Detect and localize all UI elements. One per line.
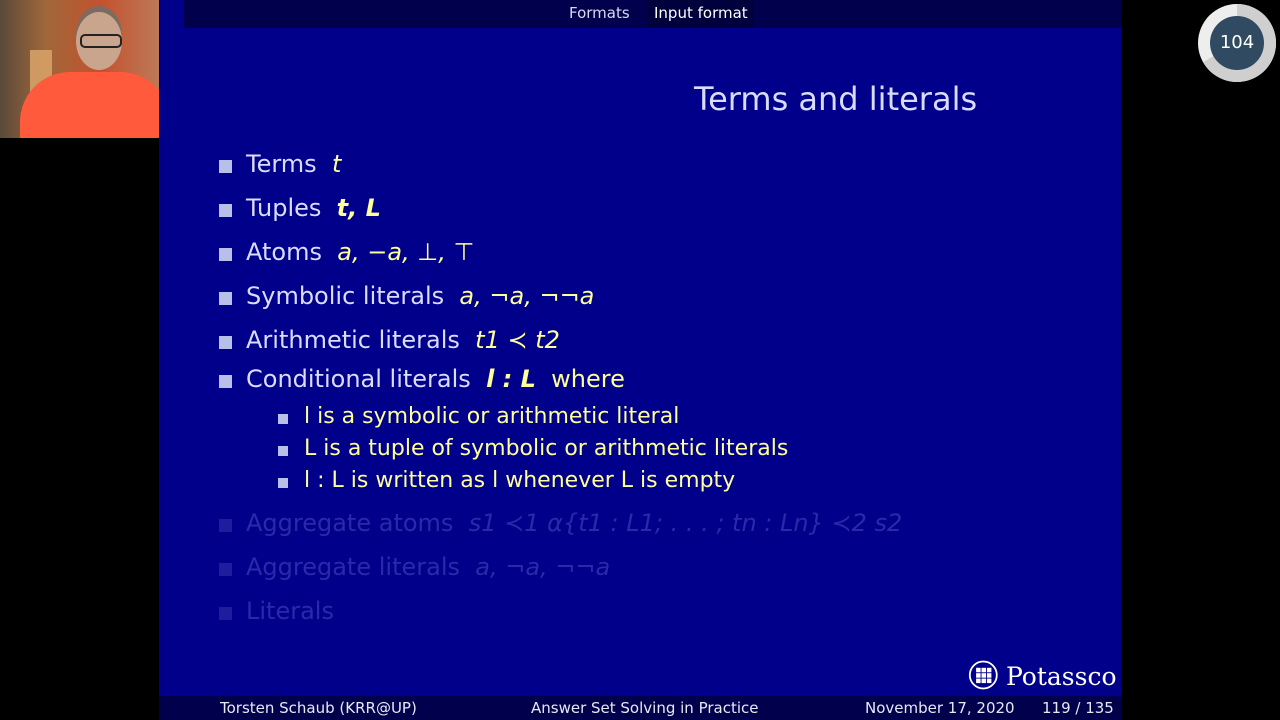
item-label: Symbolic literals bbox=[246, 282, 445, 310]
item-label: Terms bbox=[246, 150, 317, 178]
item-label: Aggregate atoms bbox=[246, 509, 454, 537]
item-label: Conditional literals bbox=[246, 365, 471, 393]
timer-widget bbox=[1198, 4, 1276, 82]
subitem: l is a symbolic or arithmetic literal bbox=[304, 404, 680, 429]
timer-value: 104 bbox=[1210, 16, 1264, 70]
bullet-dimmed bbox=[219, 563, 232, 576]
item-math: t1 ≺ t2 bbox=[475, 326, 560, 354]
bullet bbox=[219, 204, 232, 217]
bullet bbox=[219, 336, 232, 349]
item-tuples bbox=[246, 194, 381, 222]
item-math: a, ¬a, ¬¬a bbox=[475, 553, 611, 581]
nav-section[interactable]: Formats bbox=[569, 4, 630, 22]
bullet-dimmed bbox=[219, 519, 232, 532]
item-math: a, −a, ⊥, ⊤ bbox=[337, 238, 475, 266]
webcam-person-body bbox=[20, 72, 170, 138]
item-math: t, L bbox=[336, 194, 381, 222]
item-label: Arithmetic literals bbox=[246, 326, 460, 354]
footer-author: Torsten Schaub (KRR@UP) bbox=[220, 699, 417, 717]
bullet bbox=[219, 292, 232, 305]
footer-date: November 17, 2020 bbox=[865, 699, 1015, 717]
item-math: a, ¬a, ¬¬a bbox=[459, 282, 595, 310]
webcam-video bbox=[0, 0, 184, 138]
item-label: Atoms bbox=[246, 238, 322, 266]
bullet bbox=[219, 248, 232, 261]
slide-title: Terms and literals bbox=[694, 80, 978, 118]
sub-bullet bbox=[278, 478, 288, 488]
item-terms bbox=[246, 150, 341, 178]
bullet-dimmed bbox=[219, 607, 232, 620]
footer-page-number: 119 / 135 bbox=[1042, 699, 1114, 717]
webcam-glasses bbox=[80, 34, 122, 48]
item-math: s1 ≺1 α{t1 : L1; . . . ; tn : Ln} ≺2 s2 bbox=[468, 509, 903, 537]
item-math: l : L bbox=[486, 365, 536, 393]
item-after: where bbox=[551, 365, 625, 393]
nav-subsection[interactable]: Input format bbox=[648, 0, 754, 27]
item-label: Literals bbox=[246, 597, 334, 625]
item-conditional-literals bbox=[246, 365, 625, 393]
item-aggregate-literals bbox=[246, 553, 610, 581]
item-atoms bbox=[246, 238, 474, 266]
bullet bbox=[219, 160, 232, 173]
bullet bbox=[219, 375, 232, 388]
item-literals bbox=[246, 597, 334, 625]
item-label: Aggregate literals bbox=[246, 553, 460, 581]
footer-title: Answer Set Solving in Practice bbox=[531, 699, 759, 717]
item-arithmetic-literals bbox=[246, 326, 560, 354]
item-symbolic-literals bbox=[246, 282, 594, 310]
item-math: t bbox=[331, 150, 342, 178]
item-aggregate-atoms bbox=[246, 509, 902, 537]
item-label: Tuples bbox=[246, 194, 322, 222]
subitem: l : L is written as l whenever L is empty bbox=[304, 468, 736, 493]
sub-bullet bbox=[278, 446, 288, 456]
subitem: L is a tuple of symbolic or arithmetic literals bbox=[304, 436, 789, 461]
sub-bullet bbox=[278, 414, 288, 424]
potassco-logo-text: Potassco bbox=[1006, 662, 1117, 691]
potassco-logo-icon bbox=[968, 658, 1004, 692]
